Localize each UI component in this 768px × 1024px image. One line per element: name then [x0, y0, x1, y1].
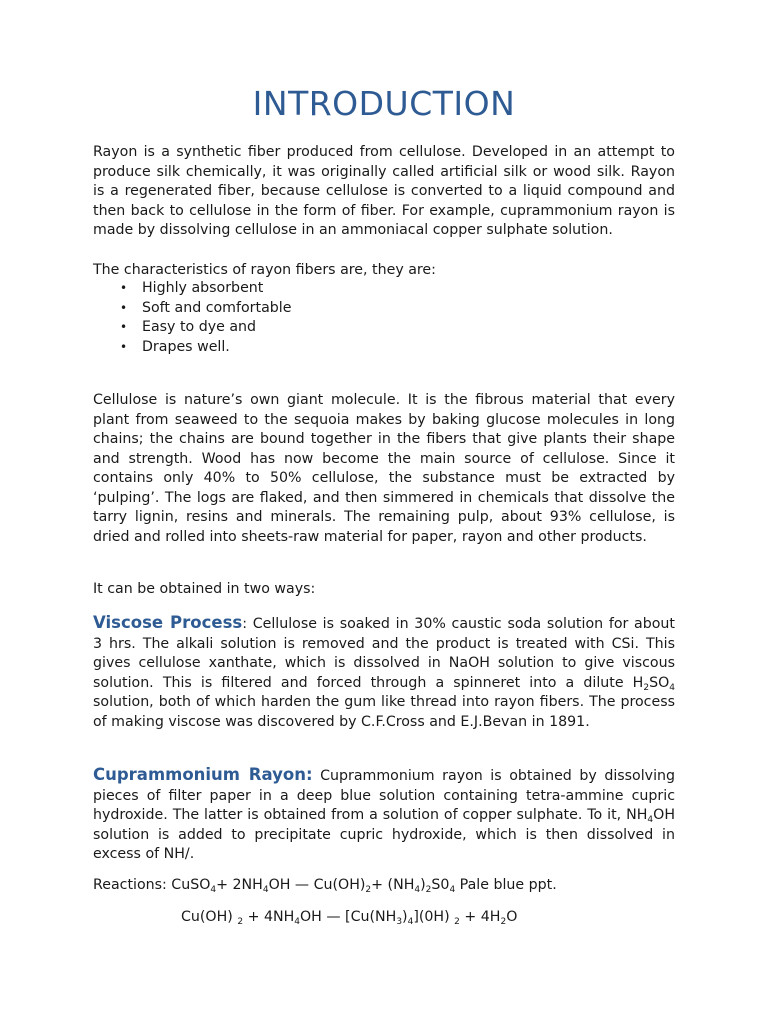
two-ways-line: It can be obtained in two ways:	[93, 581, 316, 597]
cuprammonium-heading: Cuprammonium Rayon:	[93, 765, 313, 784]
page-title: INTRODUCTION	[252, 84, 516, 123]
bullet-icon: •	[120, 339, 128, 354]
list-item: • Soft and comfortable	[93, 299, 291, 319]
reaction-line-1: Reactions: CuSO$_4$+ $2NH_4OH$ — $Cu(OH)_2+ (NH_4)_2S0_4$ Pale blue ppt.	[93, 877, 557, 895]
bullet-icon: •	[120, 281, 128, 295]
characteristics-intro: The characteristics of rayon fibers are, they are:	[93, 262, 436, 278]
viscose-heading: Viscose Process	[93, 613, 243, 632]
list-item: • Easy to dye and	[93, 318, 291, 338]
characteristics-list	[93, 279, 291, 357]
cuprammonium-paragraph: Cuprammonium Rayon: Cuprammonium rayon is obtained by dissolving pieces of filter paper in a deep blue solution containing tetra-ammine cupric hydroxide. The latter is obtained from a solution of copper sulphate. To it, $NH_4OH$ solution is added to precipitate cupric hydroxide, which is then dissolved in excess of NH/.	[93, 765, 676, 862]
bullet-icon: •	[120, 320, 128, 334]
viscose-paragraph: Viscose Process: Cellulose is soaked in 30% caustic soda solution for about 3 hrs. The alkali solution is removed and the product is treated with CSi. This gives cellulose xanthate, which is dissolved in NaOH solution to give viscous solution. This is filtered and forced through a spinneret into a dilute $H_2SO_4$ solution, both of which harden the gum like thread into rayon fibers. The process of making viscose was discovered by C.F.Cross and E.J.Bevan in 1891.	[93, 613, 675, 730]
cellulose-paragraph: Cellulose is nature’s own giant molecule. It is the fibrous material that every plant from seaweed to the sequoia makes by baking glucose molecules in long chains; the chains are bound together in the fibers that give plants their shape and strength. Wood has now become the main source of cellulose. Since it contains only 40% to 50% cellulose, the substance must be extracted by ‘pulping’. The logs are flaked, and then simmered in chemicals that dissolve the tarry lignin, resins and minerals. The remaining pulp, about 93% cellulose, is dried and rolled into sheets-raw material for paper, rayon and other products.	[93, 392, 675, 545]
list-item: • Highly absorbent	[93, 279, 291, 299]
list-item: • Drapes well.	[93, 338, 291, 358]
bullet-icon: •	[120, 300, 128, 315]
intro-paragraph: Rayon is a synthetic fiber produced from cellulose. Developed in an attempt to produce silk chemically, it was originally called artificial silk or wood silk. Rayon is a regenerated fiber, because cellulose is converted to a liquid compound and then back to cellulose in the form of fiber. For example, cuprammonium rayon is made by dissolving cellulose in an ammoniacal copper sulphate solution.	[93, 144, 675, 238]
reaction-line-2: Cu(OH) $_2 + 4NH_4OH$ — $[Cu(NH_3)_4](0H) _2 + 4H_2O$	[181, 909, 518, 927]
